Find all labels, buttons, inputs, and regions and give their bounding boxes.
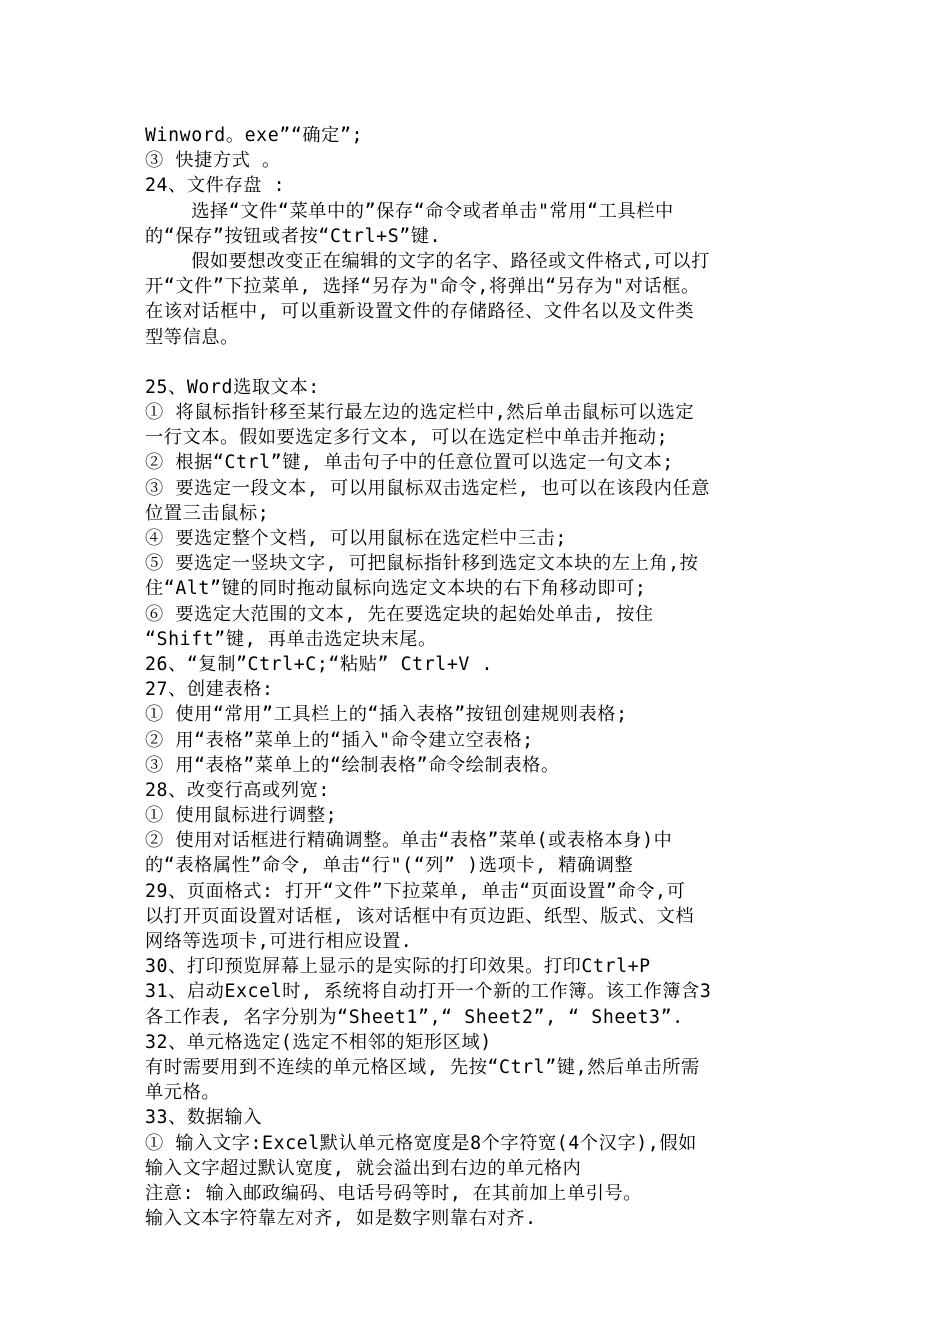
text-line: 假如要想改变正在编辑的文字的名字、路径或文件格式,可以打 bbox=[145, 250, 711, 272]
text-line: ② 根据“Ctrl”键, 单击句子中的任意位置可以选定一句文本; bbox=[145, 452, 674, 474]
text-line: 输入文字超过默认宽度, 就会溢出到右边的单元格内 bbox=[145, 1157, 582, 1179]
section-heading: 31、启动Excel时, 系统将自动打开一个新的工作簿。该工作簿含3 bbox=[145, 981, 712, 1003]
text-line: 各工作表, 名字分别为“Sheet1”,“ Sheet2”, “ Sheet3”. bbox=[145, 1006, 684, 1028]
text-line: ③ 要选定一段文本, 可以用鼠标双击选定栏, 也可以在该段内任意 bbox=[145, 477, 711, 499]
text-line: 输入文本字符靠左对齐, 如是数字则靠右对齐. bbox=[145, 1208, 537, 1230]
text-line: ⑥ 要选定大范围的文本, 先在要选定块的起始处单击, 按住 bbox=[145, 603, 654, 625]
document-body bbox=[145, 123, 815, 1231]
text-line: ③ 用“表格”菜单上的“绘制表格”命令绘制表格。 bbox=[145, 754, 560, 776]
text-line: ① 将鼠标指针移至某行最左边的选定栏中,然后单击鼠标可以选定 bbox=[145, 402, 695, 424]
text-line: ① 使用“常用”工具栏上的“插入表格”按钮创建规则表格; bbox=[145, 704, 628, 726]
section-heading: 26、“复制”Ctrl+C;“粘贴” Ctrl+V . bbox=[145, 653, 494, 675]
blank-line bbox=[145, 350, 815, 375]
section-heading: 33、数据输入 bbox=[145, 1107, 263, 1129]
text-line: 的“保存”按钮或者按“Ctrl+S”键. bbox=[145, 225, 442, 247]
text-line: Winword。exe”“确定”; bbox=[145, 125, 364, 146]
text-line: 一行文本。假如要选定多行文本, 可以在选定栏中单击并拖动; bbox=[145, 427, 669, 449]
section-heading: 32、单元格选定(选定不相邻的矩形区域) bbox=[145, 1031, 492, 1053]
text-line: 注意: 输入邮政编码、电话号码等时, 在其前加上单引号。 bbox=[145, 1182, 643, 1204]
section-heading: 30、打印预览屏幕上显示的是实际的打印效果。打印Ctrl+P bbox=[145, 956, 651, 978]
section-heading: 27、创建表格: bbox=[145, 679, 274, 701]
text-line: ① 输入文字:Excel默认单元格宽度是8个字符宽(4个汉字),假如 bbox=[145, 1132, 697, 1154]
text-line: 型等信息。 bbox=[145, 326, 239, 348]
text-line: 在该对话框中, 可以重新设置文件的存储路径、文件名以及文件类 bbox=[145, 301, 695, 323]
section-heading: 28、改变行高或列宽: bbox=[145, 779, 330, 801]
text-line: 单元格。 bbox=[145, 1082, 221, 1104]
text-line: 以打开页面设置对话框, 该对话框中有页边距、纸型、版式、文档 bbox=[145, 905, 695, 927]
text-line: 有时需要用到不连续的单元格区域, 先按“Ctrl”键,然后单击所需 bbox=[145, 1056, 700, 1078]
text-line: 选择“文件“菜单中的”保存“命令或者单击"常用“工具栏中 bbox=[145, 200, 674, 222]
section-heading: 24、文件存盘 : bbox=[145, 175, 286, 197]
text-line: 的“表格属性”命令, 单击“行"(“列” )选项卡, 精确调整 bbox=[145, 855, 634, 877]
text-line: ② 使用对话框进行精确调整。单击“表格”菜单(或表格本身)中 bbox=[145, 830, 673, 852]
text-line: ① 使用鼠标进行调整; bbox=[145, 805, 338, 827]
text-line: 住“Alt”键的同时拖动鼠标向选定文本块的右下角移动即可; bbox=[145, 578, 647, 600]
text-line: 开“文件”下拉菜单, 选择“另存为"命令,将弹出“另存为"对话框。 bbox=[145, 276, 700, 298]
text-line: ② 用“表格”菜单上的“插入"命令建立空表格; bbox=[145, 729, 534, 751]
text-line: “Shift”键, 再单击选定块末尾。 bbox=[145, 628, 437, 650]
text-line: 网络等选项卡,可进行相应设置. bbox=[145, 931, 413, 952]
text-line: 位置三击鼠标; bbox=[145, 502, 270, 524]
text-line: ⑤ 要选定一竖块文字, 可把鼠标指针移到选定文本块的左上角,按 bbox=[145, 553, 699, 575]
section-heading: 29、页面格式: 打开“文件”下拉菜单, 单击“页面设置”命令,可 bbox=[145, 880, 686, 902]
text-line: ④ 要选定整个文档, 可以用鼠标在选定栏中三击; bbox=[145, 528, 567, 549]
text-line: ③ 快捷方式 。 bbox=[145, 150, 281, 172]
section-heading: 25、Word选取文本: bbox=[145, 376, 320, 398]
